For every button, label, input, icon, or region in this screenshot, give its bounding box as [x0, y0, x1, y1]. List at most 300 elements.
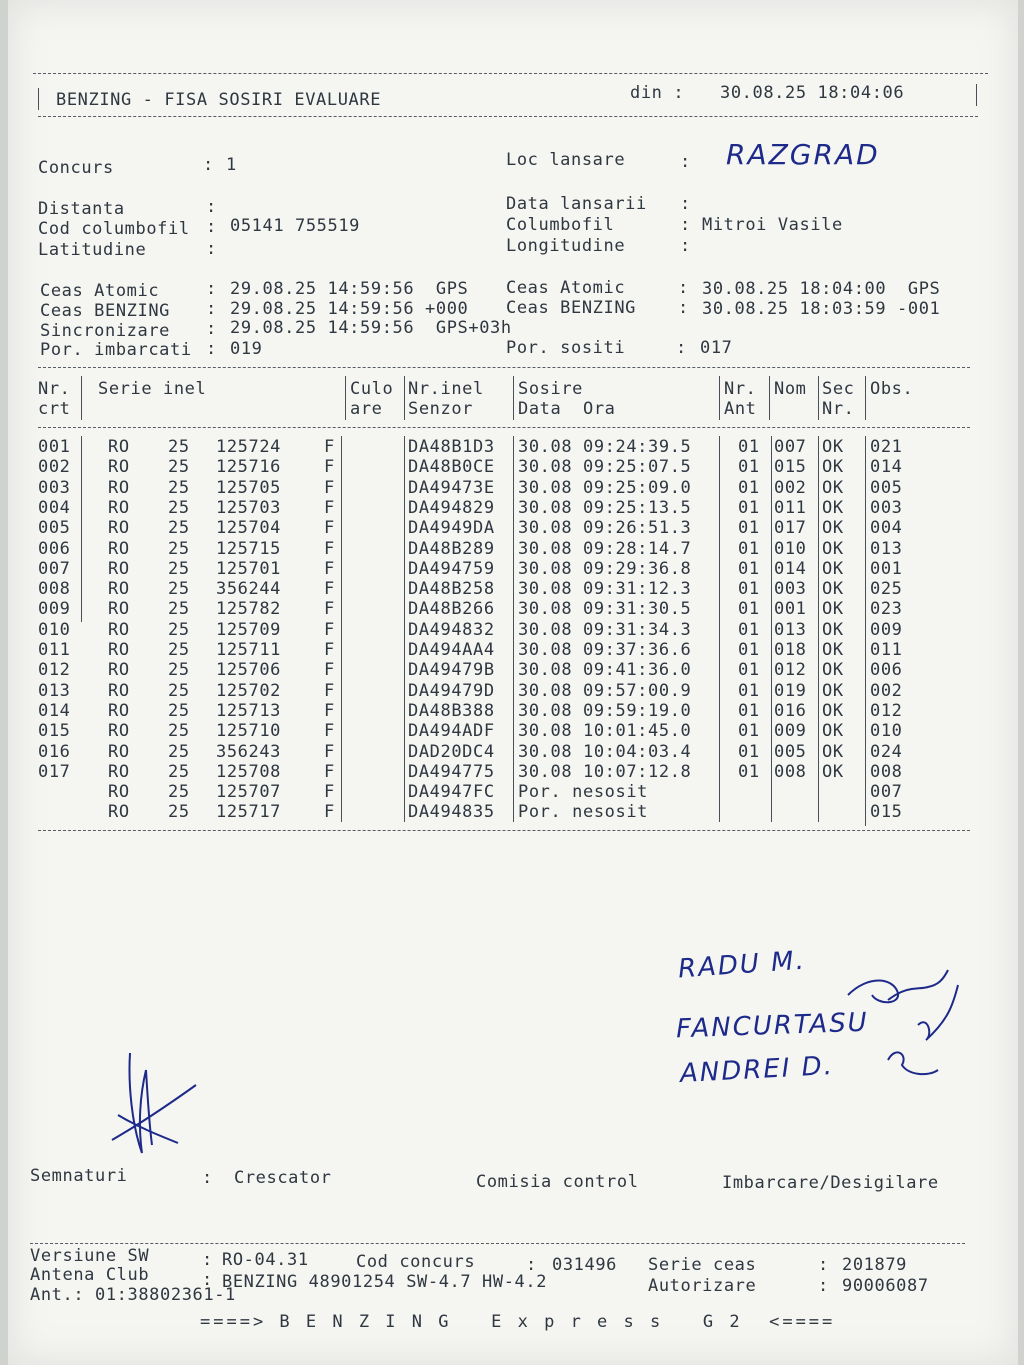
col-culoare-1: Culo [350, 379, 394, 399]
row-sex: F [324, 660, 335, 681]
colon: : [680, 236, 691, 256]
row-nom: 002 [774, 477, 807, 498]
col-sosire-1: Sosire [518, 379, 584, 399]
row-sec: OK [822, 680, 844, 701]
row-obs: 010 [870, 721, 903, 742]
row-an: 25 [168, 640, 190, 660]
row-obs: 024 [870, 741, 903, 762]
col-rule [345, 376, 346, 420]
colon: : [206, 339, 217, 359]
colon: : [678, 298, 689, 318]
loc-lansare-label: Loc lansare [506, 150, 626, 170]
row-nr-ant: 01 [738, 538, 760, 559]
row-senzor: DA4947FC [408, 782, 495, 803]
row-nr-crt: 003 [38, 477, 71, 498]
concurs-label: Concurs [38, 158, 114, 178]
col-rule [865, 436, 866, 826]
row-an: 25 [168, 497, 190, 518]
row-nom: 003 [774, 579, 807, 600]
row-nom: 017 [774, 518, 807, 539]
row-nr-inel: 125716 [216, 457, 282, 478]
por-imbarcati-label: Por. imbarcati [40, 340, 192, 360]
divider [38, 116, 978, 117]
ceas-benzing-start: 29.08.25 14:59:56 +000 [230, 299, 469, 319]
row-nr-inel: 125703 [216, 497, 282, 518]
cod-concurs-label: Cod concurs [356, 1252, 476, 1272]
row-nr-inel: 125711 [216, 640, 282, 660]
row-tara: RO [108, 761, 130, 782]
col-nr-crt-2: crt [38, 399, 71, 419]
row-nr-crt: 008 [38, 579, 71, 600]
ceas-atomic-label: Ceas Atomic [40, 281, 160, 301]
row-nr-ant: 01 [738, 700, 760, 721]
row-nr-crt: 009 [38, 599, 71, 620]
signature-name-2: FANCURTASU [675, 1007, 870, 1045]
row-an: 25 [168, 538, 190, 559]
row-obs: 007 [870, 782, 903, 803]
row-obs: 012 [870, 700, 903, 721]
row-sex: F [324, 782, 335, 803]
row-tara: RO [108, 660, 130, 681]
row-sosire: 30.08 10:07:12.8 [518, 761, 692, 782]
serie-ceas-label: Serie ceas [648, 1255, 757, 1275]
col-sosire-2: Data Ora [518, 399, 616, 419]
ceas-atomic-label-right: Ceas Atomic [506, 278, 626, 298]
crescator-signature [108, 1045, 218, 1160]
comisia-signature-marks [838, 965, 978, 1095]
row-senzor: DA49479B [408, 660, 495, 681]
row-sosire: 30.08 09:28:14.7 [518, 538, 692, 559]
colon: : [206, 239, 217, 259]
row-nr-crt: 017 [38, 761, 71, 782]
row-sosire: 30.08 09:59:19.0 [518, 700, 692, 721]
colon: : [203, 155, 225, 175]
row-sec: OK [822, 660, 844, 681]
row-an: 25 [168, 477, 190, 498]
row-senzor: DA494835 [408, 802, 495, 823]
row-an: 25 [168, 782, 190, 803]
col-rule [513, 436, 514, 822]
divider [38, 367, 970, 368]
row-nr-crt: 012 [38, 660, 71, 681]
row-sex: F [324, 558, 335, 579]
row-tara: RO [108, 437, 130, 457]
divider [38, 427, 970, 428]
row-nr-crt: 001 [38, 437, 71, 457]
row-sex: F [324, 477, 335, 498]
row-nr-crt: 011 [38, 640, 71, 660]
row-sosire: 30.08 09:31:12.3 [518, 579, 692, 600]
row-sec: OK [822, 761, 844, 782]
row-nr-ant: 01 [738, 599, 760, 620]
row-nom: 016 [774, 700, 807, 721]
row-sex: F [324, 741, 335, 762]
row-senzor: DA48B1D3 [408, 437, 495, 457]
row-sosire: 30.08 09:25:07.5 [518, 457, 692, 478]
col-nr-ant-2: Ant [724, 399, 757, 419]
row-nr-ant: 01 [738, 619, 760, 640]
col-nr-ant-1: Nr. [724, 379, 757, 399]
row-nr-inel: 125724 [216, 437, 282, 457]
row-nr-inel: 125782 [216, 599, 282, 620]
row-nr-ant: 01 [738, 518, 760, 539]
brand-line: ====> B E N Z I N G E x p r e s s G 2 <==== [200, 1312, 836, 1332]
row-sex: F [324, 518, 335, 539]
row-obs: 006 [870, 660, 903, 681]
row-nom: 019 [774, 680, 807, 701]
row-senzor: DA48B289 [408, 538, 495, 559]
row-sosire: Por. nesosit [518, 782, 649, 803]
row-sosire: 30.08 09:57:00.9 [518, 680, 692, 701]
signature-name-1: RADU M. [677, 945, 807, 985]
row-sex: F [324, 640, 335, 660]
row-sec: OK [822, 700, 844, 721]
row-senzor: DA494ADF [408, 721, 495, 742]
row-sosire: 30.08 10:01:45.0 [518, 721, 692, 742]
col-culoare-2: are [350, 399, 383, 419]
row-senzor: DA494775 [408, 761, 495, 782]
row-sosire: Por. nesosit [518, 802, 649, 823]
row-sosire: 30.08 09:31:34.3 [518, 619, 692, 640]
crescator-label: Crescator [234, 1168, 332, 1188]
versiune-label: Versiune SW [30, 1246, 150, 1266]
row-sec: OK [822, 599, 844, 620]
row-sosire: 30.08 09:31:30.5 [518, 599, 692, 620]
row-nr-inel: 125706 [216, 660, 282, 681]
row-nr-inel: 125717 [216, 802, 282, 823]
row-sex: F [324, 457, 335, 478]
colon: : [202, 1168, 213, 1188]
row-sec: OK [822, 741, 844, 762]
row-nr-ant: 01 [738, 680, 760, 701]
row-an: 25 [168, 437, 190, 457]
row-sex: F [324, 802, 335, 823]
row-sosire: 30.08 09:29:36.8 [518, 558, 692, 579]
row-sec: OK [822, 477, 844, 498]
colon: : [202, 1250, 213, 1270]
colon: : [680, 152, 691, 172]
row-nr-crt: 016 [38, 741, 71, 762]
row-an: 25 [168, 680, 190, 701]
columbofil-label: Columbofil [506, 215, 615, 235]
header-border-right [976, 84, 977, 106]
colon: : [202, 1270, 213, 1290]
ceas-benzing-label-right: Ceas BENZING [506, 298, 637, 318]
row-an: 25 [168, 579, 190, 600]
row-sec: OK [822, 558, 844, 579]
report-datetime: 30.08.25 18:04:06 [720, 83, 905, 103]
colon: : [206, 197, 217, 217]
colon: : [818, 1255, 829, 1275]
row-obs: 009 [870, 619, 903, 640]
row-tara: RO [108, 477, 130, 498]
row-nr-inel: 125707 [216, 782, 282, 803]
col-rule [719, 376, 720, 420]
row-nom: 007 [774, 437, 807, 457]
col-serie-inel: Serie inel [98, 379, 207, 399]
row-nom: 010 [774, 538, 807, 559]
col-rule [719, 436, 720, 822]
col-nr-crt-1: Nr. [38, 379, 71, 399]
row-nr-crt: 010 [38, 619, 71, 640]
col-obs: Obs. [870, 379, 914, 399]
col-rule [81, 376, 82, 420]
row-sosire: 30.08 09:24:39.5 [518, 437, 692, 457]
row-nr-inel: 356244 [216, 579, 282, 600]
por-sositi-value: 017 [700, 338, 733, 358]
colon: : [206, 319, 217, 339]
row-sex: F [324, 619, 335, 640]
row-sex: F [324, 579, 335, 600]
cod-columbofil-value: 05141 755519 [230, 216, 361, 236]
row-nr-crt: 004 [38, 497, 71, 518]
comisia-control-label: Comisia control [476, 1172, 639, 1192]
colon: : [680, 215, 691, 235]
row-nr-ant: 01 [738, 437, 760, 457]
divider [33, 73, 988, 74]
row-sex: F [324, 700, 335, 721]
col-rule [769, 376, 770, 420]
header-border-left [38, 88, 39, 110]
row-an: 25 [168, 721, 190, 742]
row-nr-inel: 125713 [216, 700, 282, 721]
row-sosire: 30.08 09:25:09.0 [518, 477, 692, 498]
row-tara: RO [108, 518, 130, 539]
row-sec: OK [822, 497, 844, 518]
row-an: 25 [168, 457, 190, 478]
row-tara: RO [108, 640, 130, 660]
col-sec-2: Nr. [822, 399, 855, 419]
row-nr-crt: 005 [38, 518, 71, 539]
signature-name-3: ANDREI D. [679, 1050, 835, 1090]
col-rule [404, 376, 405, 420]
date-label: din : [630, 83, 685, 103]
row-an: 25 [168, 599, 190, 620]
row-obs: 021 [870, 437, 903, 457]
row-nr-inel: 125708 [216, 761, 282, 782]
row-nr-inel: 125702 [216, 680, 282, 701]
row-senzor: DA49479D [408, 680, 495, 701]
row-nr-ant: 01 [738, 640, 760, 660]
cod-columbofil-label: Cod columbofil [38, 219, 190, 239]
row-tara: RO [108, 579, 130, 600]
row-nr-crt: 015 [38, 721, 71, 742]
row-nom: 013 [774, 619, 807, 640]
row-an: 25 [168, 558, 190, 579]
row-obs: 005 [870, 477, 903, 498]
col-nr-inel-1: Nr.inel [408, 379, 484, 399]
autorizare-value: 90006087 [842, 1276, 929, 1296]
divider [30, 1243, 965, 1244]
row-tara: RO [108, 782, 130, 803]
col-rule [513, 376, 514, 420]
row-nom: 008 [774, 761, 807, 782]
row-sec: OK [822, 579, 844, 600]
row-sex: F [324, 437, 335, 457]
row-sosire: 30.08 09:25:13.5 [518, 497, 692, 518]
row-senzor: DA48B388 [408, 700, 495, 721]
colon: : [678, 278, 689, 298]
row-sosire: 30.08 09:37:36.6 [518, 640, 692, 660]
row-tara: RO [108, 802, 130, 823]
row-nr-inel: 125715 [216, 538, 282, 559]
row-senzor: DA48B266 [408, 599, 495, 620]
cod-concurs-value: 031496 [552, 1255, 618, 1275]
row-sec: OK [822, 721, 844, 742]
col-rule [341, 436, 342, 822]
row-nom: 005 [774, 741, 807, 762]
colon: : [206, 217, 217, 237]
row-nr-inel: 125710 [216, 721, 282, 742]
row-nr-ant: 01 [738, 558, 760, 579]
antena-value: BENZING 48901254 SW-4.7 HW-4.2 [222, 1272, 548, 1292]
row-nr-crt: 002 [38, 457, 71, 478]
row-nr-crt: 007 [38, 558, 71, 579]
row-an: 25 [168, 741, 190, 762]
row-nr-inel: 125709 [216, 619, 282, 640]
row-sex: F [324, 721, 335, 742]
colon: : [680, 194, 691, 214]
ceas-benzing-label: Ceas BENZING [40, 301, 171, 321]
row-nom: 001 [774, 599, 807, 620]
ceas-atomic-start: 29.08.25 14:59:56 GPS [230, 279, 469, 299]
row-nr-ant: 01 [738, 721, 760, 742]
row-nr-inel: 125701 [216, 558, 282, 579]
row-nr-ant: 01 [738, 741, 760, 762]
row-tara: RO [108, 457, 130, 478]
row-an: 25 [168, 518, 190, 539]
col-rule [865, 376, 866, 420]
row-senzor: DA494AA4 [408, 640, 495, 660]
row-obs: 002 [870, 680, 903, 701]
row-tara: RO [108, 700, 130, 721]
row-nr-ant: 01 [738, 457, 760, 478]
row-nr-ant: 01 [738, 761, 760, 782]
row-obs: 008 [870, 761, 903, 782]
row-obs: 015 [870, 802, 903, 823]
ceas-benzing-end: 30.08.25 18:03:59 -001 [702, 299, 941, 319]
autorizare-label: Autorizare [648, 1276, 757, 1296]
report-title: BENZING - FISA SOSIRI EVALUARE [56, 90, 382, 110]
row-sex: F [324, 761, 335, 782]
row-nr-ant: 01 [738, 477, 760, 498]
divider [38, 830, 970, 831]
row-nr-crt: 014 [38, 700, 71, 721]
row-nom: 014 [774, 558, 807, 579]
semnaturi-label: Semnaturi [30, 1166, 128, 1186]
row-tara: RO [108, 619, 130, 640]
sincronizare-label: Sincronizare [40, 321, 171, 341]
col-rule [818, 376, 819, 420]
row-tara: RO [108, 497, 130, 518]
row-nom: 011 [774, 497, 807, 518]
imbarcare-label: Imbarcare/Desigilare [722, 1173, 939, 1193]
col-rule [771, 436, 772, 822]
row-tara: RO [108, 558, 130, 579]
row-nom: 012 [774, 660, 807, 681]
loc-lansare-handwritten: RAZGRAD [726, 138, 880, 171]
row-obs: 013 [870, 538, 903, 559]
longitudine-label: Longitudine [506, 236, 626, 256]
row-nr-ant: 01 [738, 579, 760, 600]
row-obs: 011 [870, 640, 903, 660]
row-obs: 003 [870, 497, 903, 518]
receipt-paper [8, 0, 1018, 1365]
row-sec: OK [822, 457, 844, 478]
row-sosire: 30.08 10:04:03.4 [518, 741, 692, 762]
por-sositi-label: Por. sositi [506, 338, 626, 358]
row-sex: F [324, 680, 335, 701]
row-sec: OK [822, 640, 844, 660]
row-obs: 023 [870, 599, 903, 620]
col-rule [81, 436, 82, 622]
row-nr-inel: 125704 [216, 518, 282, 539]
row-tara: RO [108, 680, 130, 701]
row-sec: OK [822, 518, 844, 539]
colon: : [206, 299, 217, 319]
row-sex: F [324, 599, 335, 620]
versiune-value: RO-04.31 [222, 1250, 309, 1270]
row-sec: OK [822, 619, 844, 640]
row-senzor: DA49473E [408, 477, 495, 498]
row-nr-crt: 013 [38, 680, 71, 701]
row-senzor: DA4949DA [408, 518, 495, 539]
serie-ceas-value: 201879 [842, 1255, 908, 1275]
row-sec: OK [822, 437, 844, 457]
row-an: 25 [168, 700, 190, 721]
row-sec: OK [822, 538, 844, 559]
row-senzor: DAD20DC4 [408, 741, 495, 762]
distanta-label: Distanta [38, 199, 125, 219]
row-an: 25 [168, 619, 190, 640]
row-senzor: DA494832 [408, 619, 495, 640]
row-senzor: DA48B258 [408, 579, 495, 600]
row-nom: 009 [774, 721, 807, 742]
col-nom: Nom [774, 379, 807, 399]
colon: : [206, 279, 217, 299]
row-nom: 018 [774, 640, 807, 660]
row-senzor: DA494829 [408, 497, 495, 518]
data-lansarii-label: Data lansarii [506, 194, 647, 214]
row-sosire: 30.08 09:26:51.3 [518, 518, 692, 539]
row-senzor: DA494759 [408, 558, 495, 579]
row-tara: RO [108, 538, 130, 559]
row-senzor: DA48B0CE [408, 457, 495, 478]
row-an: 25 [168, 660, 190, 681]
row-nr-crt: 006 [38, 538, 71, 559]
colon: : [526, 1255, 537, 1275]
ceas-atomic-end: 30.08.25 18:04:00 GPS [702, 279, 941, 299]
latitudine-label: Latitudine [38, 240, 147, 260]
row-obs: 014 [870, 457, 903, 478]
row-an: 25 [168, 761, 190, 782]
sincronizare-value: 29.08.25 14:59:56 GPS+03h [230, 318, 512, 338]
concurs-value: 1 [226, 155, 237, 175]
row-sosire: 30.08 09:41:36.0 [518, 660, 692, 681]
colon: : [676, 338, 687, 358]
row-nr-ant: 01 [738, 497, 760, 518]
row-sex: F [324, 497, 335, 518]
row-obs: 025 [870, 579, 903, 600]
row-tara: RO [108, 599, 130, 620]
ant-line: Ant.: 01:38802361-1 [30, 1285, 236, 1305]
columbofil-value: Mitroi Vasile [702, 215, 843, 235]
row-nom: 015 [774, 457, 807, 478]
row-an: 25 [168, 802, 190, 823]
row-obs: 004 [870, 518, 903, 539]
col-sec-1: Sec [822, 379, 855, 399]
col-rule [818, 436, 819, 822]
